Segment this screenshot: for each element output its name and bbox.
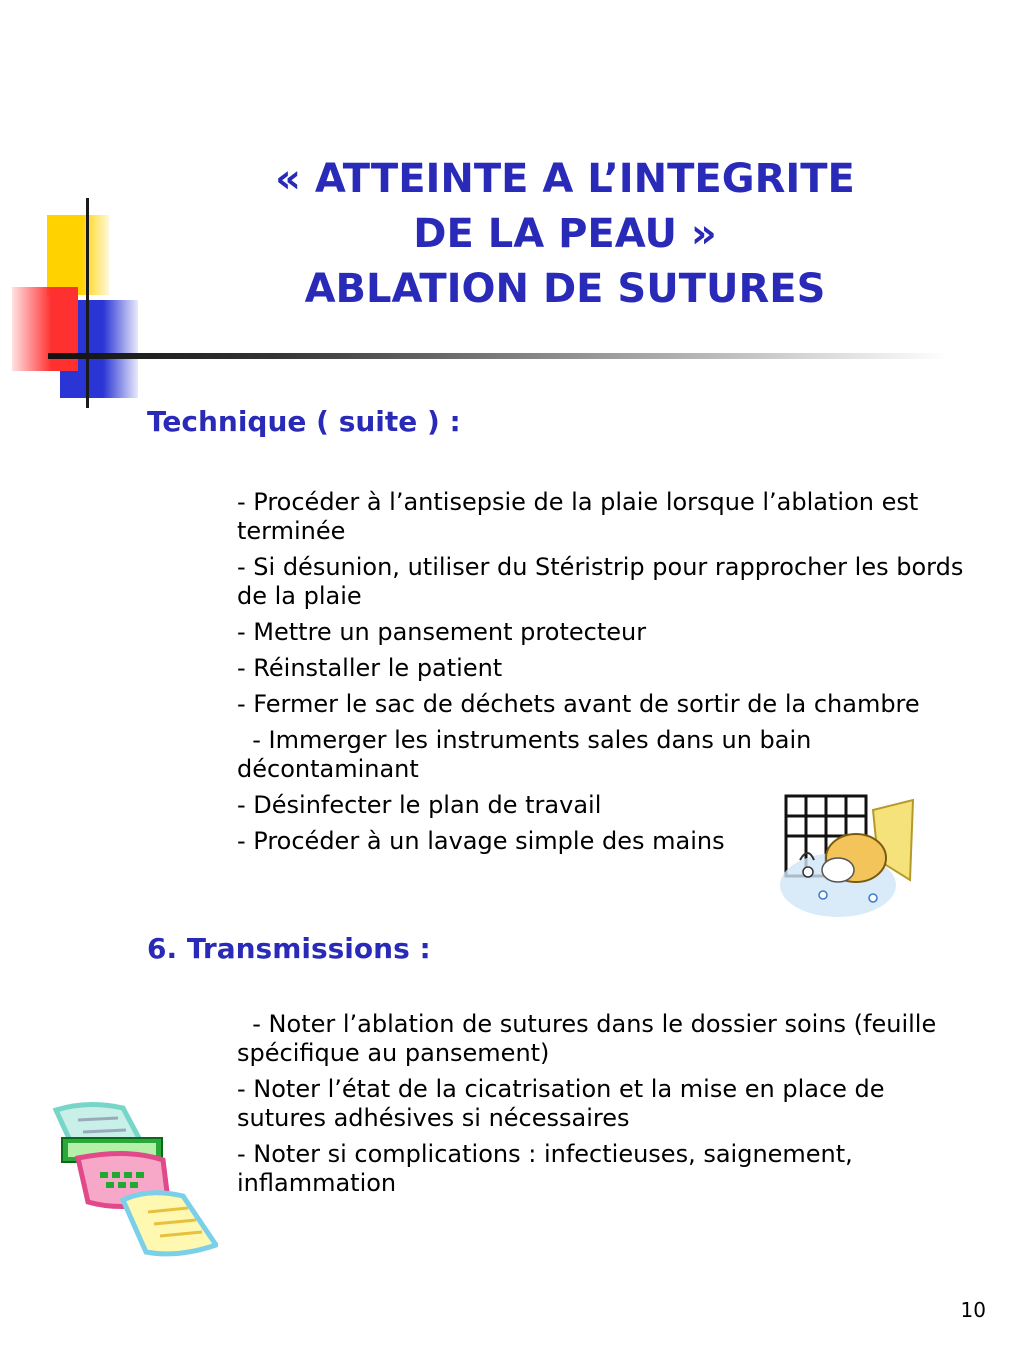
list-item: - Procéder à l’antisepsie de la plaie lorsque l’ablation est terminée [237, 488, 919, 545]
list-item: - Noter l’ablation de sutures dans le dossier soins (feuille spécifique au pansement) [237, 1010, 944, 1067]
handwashing-icon [778, 790, 918, 920]
yellow-square [47, 215, 109, 295]
slide-title [215, 152, 915, 317]
documents-icon [48, 1100, 218, 1260]
section-heading-technique: Technique ( suite ) : [147, 405, 461, 438]
vertical-rule [86, 198, 89, 408]
transmissions-list [237, 1010, 977, 1205]
list-item: - Fermer le sac de déchets avant de sortir de la chambre [237, 690, 920, 718]
title-line-3: ABLATION DE SUTURES [304, 266, 826, 312]
section-heading-transmissions: 6. Transmissions : [147, 932, 431, 965]
list-item: - Noter l’état de la cicatrisation et la mise en place de sutures adhésives si nécessaires [237, 1075, 885, 1132]
list-item: - Désinfecter le plan de travail [237, 791, 602, 819]
list-item: - Si désunion, utiliser du Stéristrip pour rapprocher les bords de la plaie [237, 553, 964, 610]
list-item: - Noter si complications : infectieuses, saignement, inflammation [237, 1140, 853, 1197]
list-item: - Immerger les instruments sales dans un bain décontaminant [237, 726, 820, 783]
list-item: - Réinstaller le patient [237, 654, 503, 682]
page-number: 10 [960, 1298, 986, 1322]
title-divider [48, 353, 948, 359]
title-line-2: DE LA PEAU » [413, 211, 717, 257]
list-item: - Mettre un pansement protecteur [237, 618, 647, 646]
title-line-1: « ATTEINTE A L’INTEGRITE [275, 156, 855, 202]
list-item: - Procéder à un lavage simple des mains [237, 827, 725, 855]
